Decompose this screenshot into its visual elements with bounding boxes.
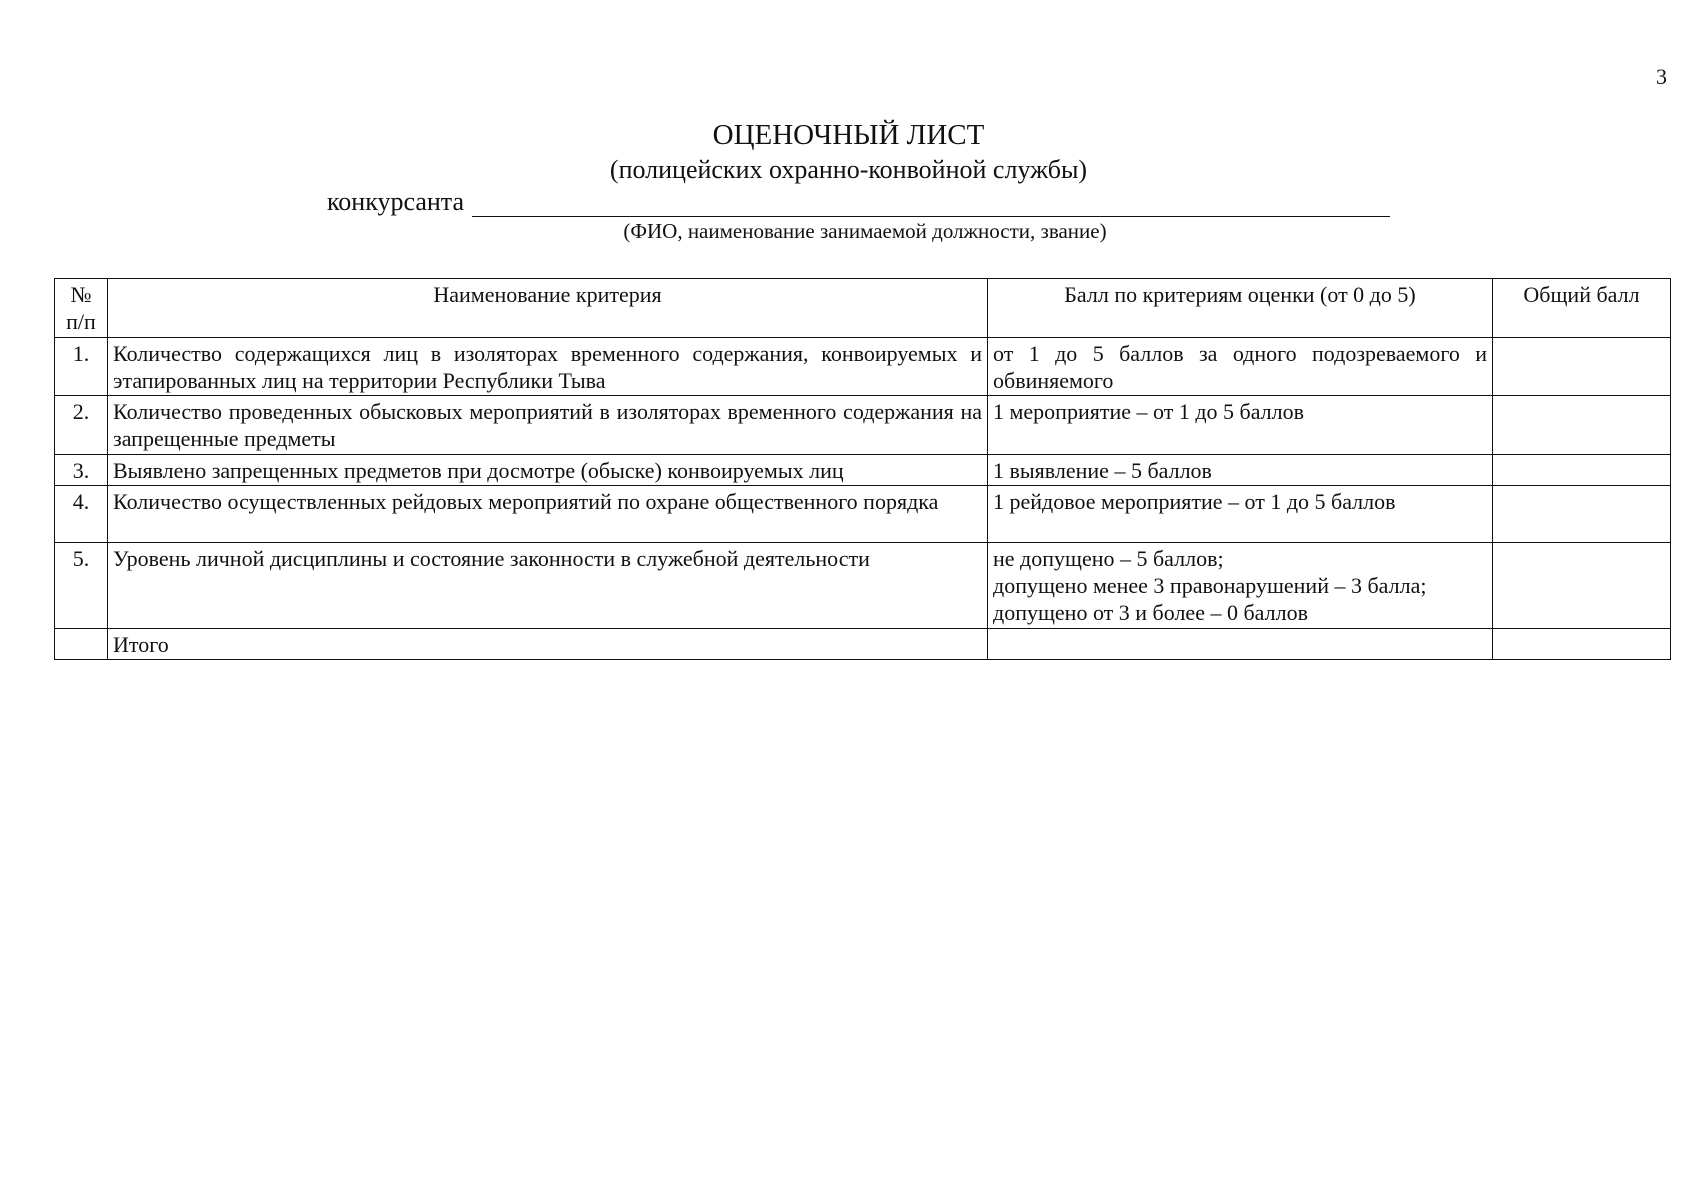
criterion-score: [988, 542, 1493, 628]
row-number: 3.: [55, 454, 108, 485]
score-line: 1 мероприятие – от 1 до 5 баллов: [993, 399, 1305, 425]
row-number: 4.: [55, 485, 108, 542]
row-number: 1.: [55, 337, 108, 396]
total-row-total: [1493, 628, 1671, 659]
score-line: от 1 до 5 баллов за одного подозреваемого и обвиняемого: [993, 340, 1487, 393]
criterion-score: [988, 396, 1493, 455]
total-row-score: [988, 628, 1493, 659]
page-number: 3: [1656, 64, 1667, 89]
total-score-cell: [1493, 454, 1671, 485]
criterion-name: Количество осуществленных рейдовых мероприятий по охране общественного порядка: [108, 485, 988, 542]
score-line: допущено от 3 и более – 0 баллов: [993, 600, 1308, 626]
table-row: [55, 337, 1671, 396]
criterion-score: [988, 485, 1493, 542]
column-header-number: [55, 279, 108, 338]
table-row: [55, 454, 1671, 485]
score-line: 1 рейдовое мероприятие – от 1 до 5 баллов: [993, 488, 1396, 514]
total-score-cell: [1493, 337, 1671, 396]
total-row: [55, 628, 1671, 659]
column-header-criterion: Наименование критерия: [108, 279, 988, 338]
column-header-number-line2: п/п: [66, 309, 96, 335]
score-line: 1 выявление – 5 баллов: [993, 457, 1212, 483]
row-number: 5.: [55, 542, 108, 628]
column-header-number-line1: №: [70, 282, 92, 307]
criterion-name: Уровень личной дисциплины и состояние законности в служебной деятельности: [108, 542, 988, 628]
column-header-score: Балл по критериям оценки (от 0 до 5): [988, 279, 1493, 338]
document-title: ОЦЕНОЧНЫЙ ЛИСТ: [712, 119, 985, 151]
criterion-name: Количество проведенных обысковых мероприятий в изоляторах временного содержания на запрещенные предметы: [108, 396, 988, 455]
score-line: допущено менее 3 правонарушений – 3 балла;: [993, 573, 1427, 599]
criterion-name: Выявлено запрещенных предметов при досмотре (обыске) конвоируемых лиц: [108, 454, 988, 485]
table-row: [55, 485, 1671, 542]
total-row-number: [55, 628, 108, 659]
total-score-cell: [1493, 396, 1671, 455]
criteria-table: [54, 278, 1671, 660]
criterion-score: [988, 337, 1493, 396]
total-score-cell: [1493, 485, 1671, 542]
row-number: 2.: [55, 396, 108, 455]
contestant-label: конкурсанта: [327, 187, 465, 216]
contestant-line: [327, 186, 1390, 217]
table-row: [55, 396, 1671, 455]
table-row: [55, 542, 1671, 628]
column-header-total: Общий балл: [1493, 279, 1671, 338]
contestant-caption: (ФИО, наименование занимаемой должности, звание): [623, 219, 1107, 243]
score-line: не допущено – 5 баллов;: [993, 545, 1224, 571]
document-subtitle: (полицейских охранно-конвойной службы): [609, 155, 1088, 184]
criterion-score: [988, 454, 1493, 485]
table-header-row: [55, 279, 1671, 338]
contestant-blank-field: [472, 194, 1390, 217]
total-score-cell: [1493, 542, 1671, 628]
total-row-label: Итого: [108, 628, 988, 659]
criterion-name: Количество содержащихся лиц в изоляторах временного содержания, конвоируемых и этапированных лиц на территории Республики Тыва: [108, 337, 988, 396]
